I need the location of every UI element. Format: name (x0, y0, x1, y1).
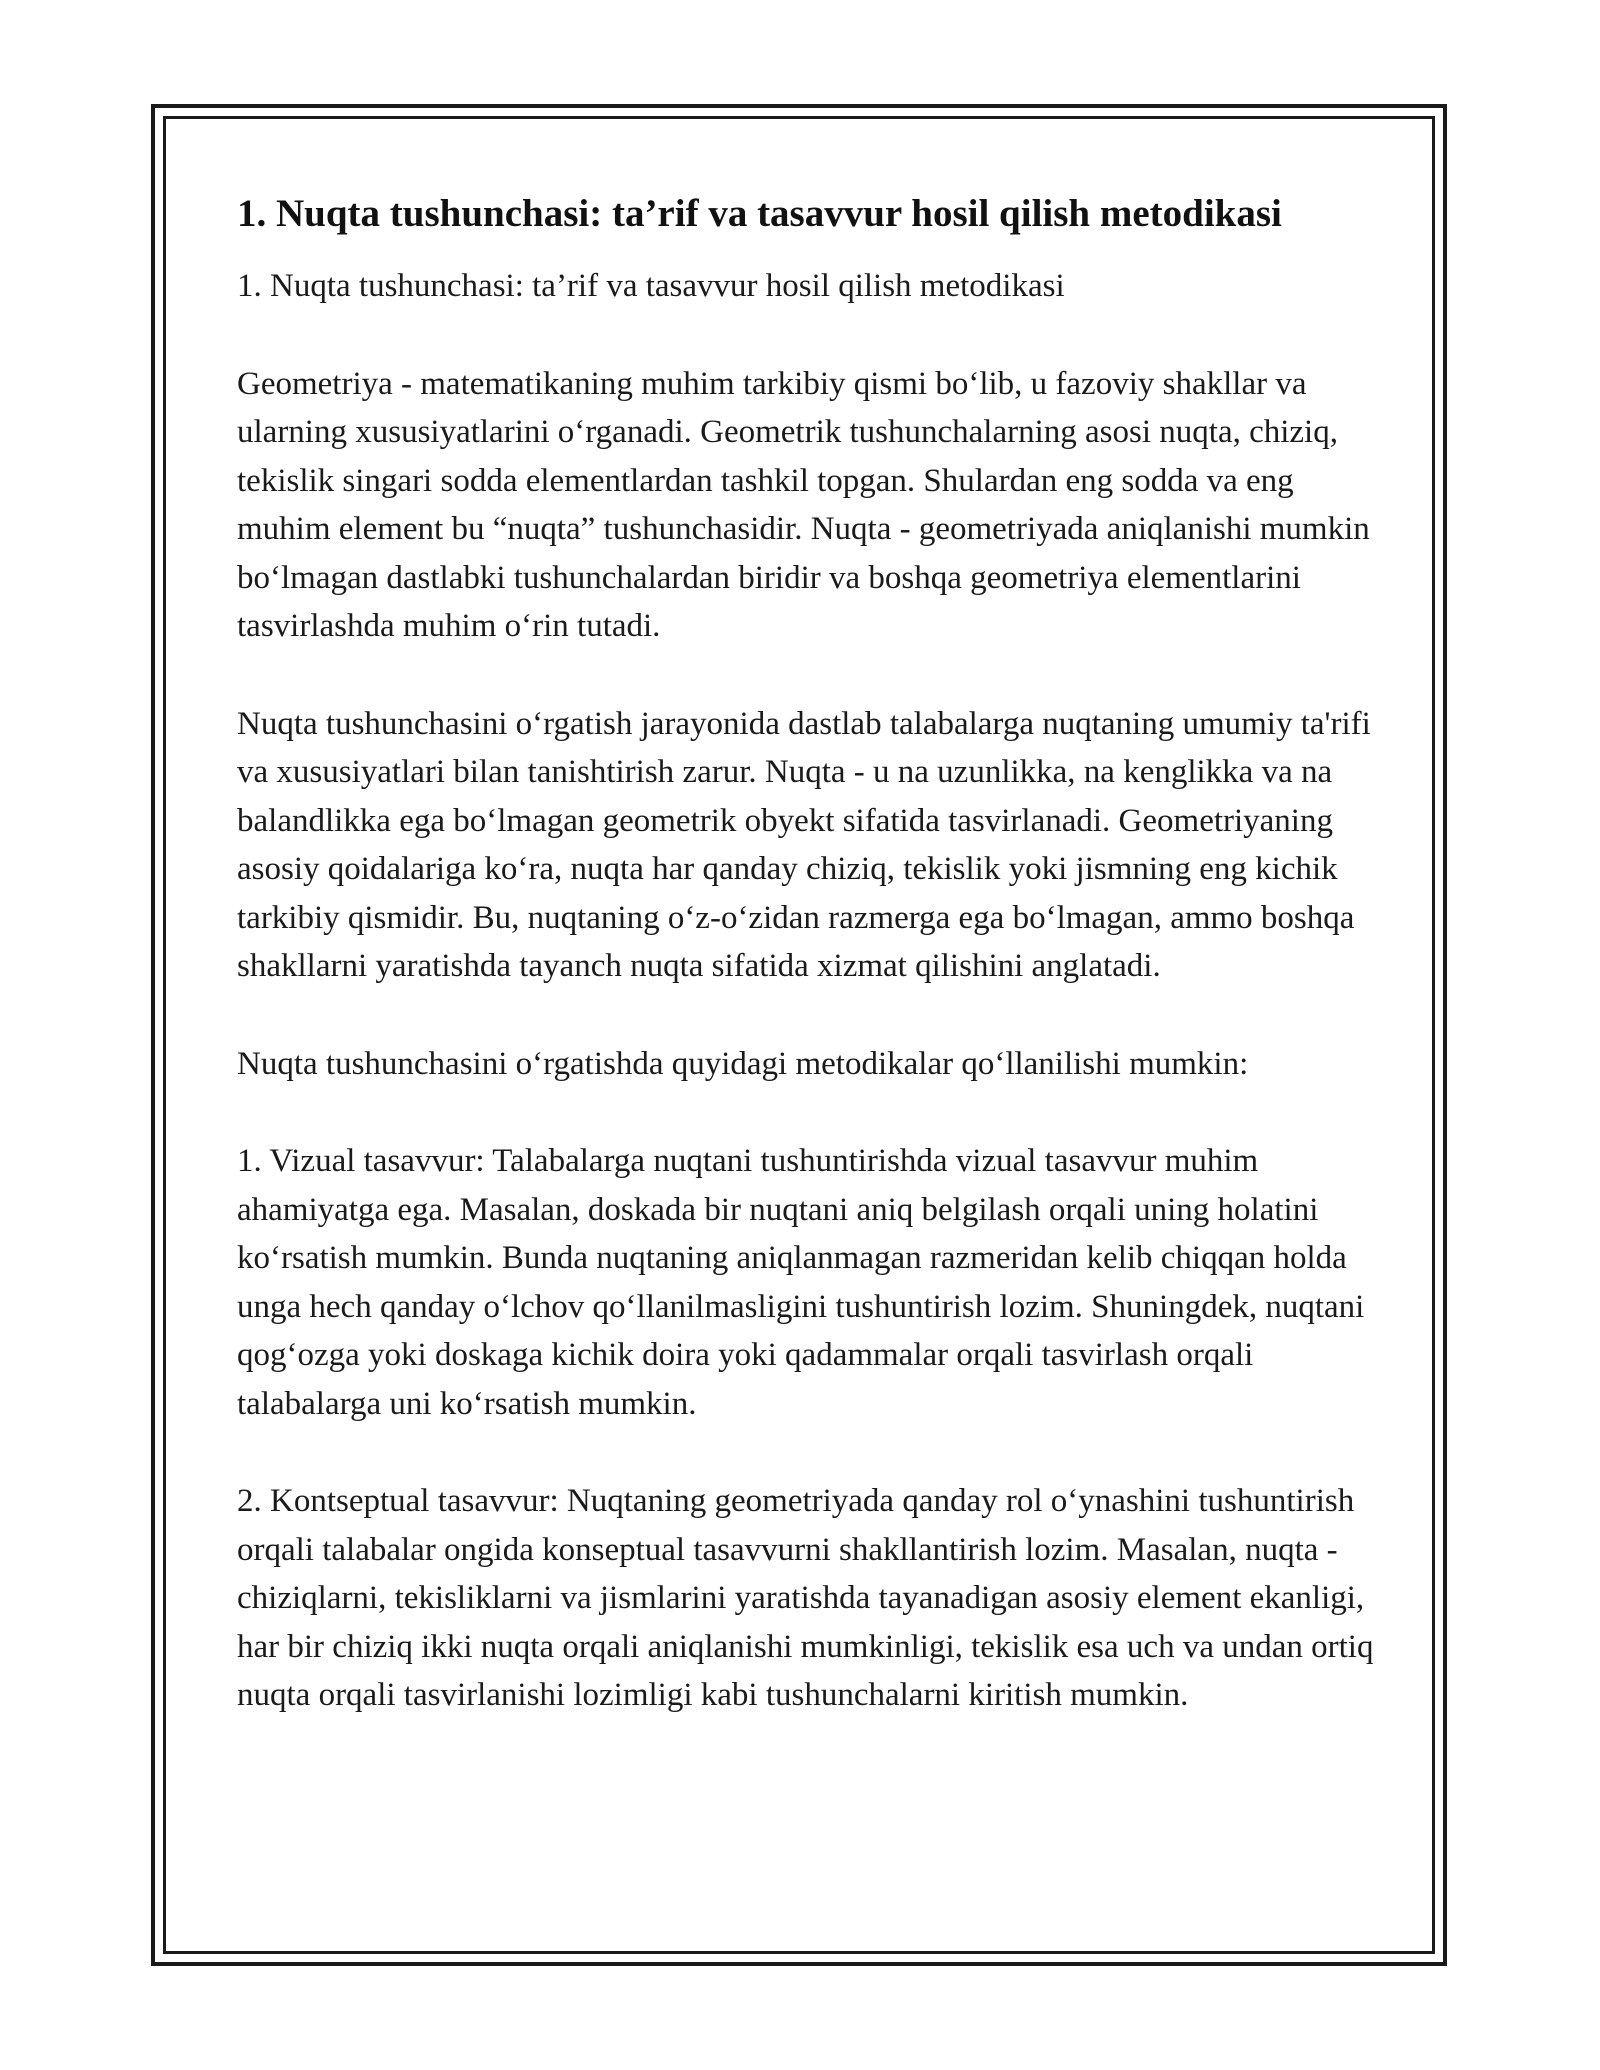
paragraph-conceptual-method: 2. Kontseptual tasavvur: Nuqtaning geometriyada qanday rol o‘ynashini tushuntirish orqali talabalar ongida konseptual tasavvurni shakllantirish lozim. Masalan, nuqta - chiziqlarni, tekisliklarni va jismlarini yaratishda tayanadigan asosiy element ekanligi, har bir chiziq ikki nuqta orqali aniqlanishi mumkinligi, tekislik esa uch va undan ortiq nuqta orqali tasvirlanishi lozimligi kabi tushunchalarni kiritish mumkin. (237, 1483, 1374, 1713)
document-subheading: 1. Nuqta tushunchasi: ta’rif va tasavvur hosil qilish metodikasi (237, 268, 1065, 304)
paragraph-methods-lead: Nuqta tushunchasini o‘rgatishda quyidagi metodikalar qo‘llanilishi mumkin: (237, 1045, 1249, 1082)
paragraph-visual-method: 1. Vizual tasavvur: Talabalarga nuqtani tushuntirishda vizual tasavvur muhim ahamiyatga ega. Masalan, doskada bir nuqtani aniq belgilash orqali uning holatini ko‘rsatish mumkin. Bunda nuqtaning aniqlanmagan razmeridan kelib chiqqan holda unga hech qanday o‘lchov qo‘llanilmasligini tushuntirish lozim. Shuningdek, nuqtani qog‘ozga yoki doskaga kichik doira yoki qadammalar orqali tasvirlash orqali talabalarga uni ko‘rsatish mumkin. (237, 1143, 1365, 1422)
paragraph-definition: Nuqta tushunchasini o‘rgatish jarayonida dastlab talabalarga nuqtaning umumiy ta'rifi va xususiyatlari bilan tanishtirish zarur. Nuqta - u na uzunlikka, na kenglikka va na balandlikka ega bo‘lmagan geometrik obyekt sifatida tasvirlanadi. Geometriyaning asosiy qoidalariga ko‘ra, nuqta har qanday chiziq, tekislik yoki jismning eng kichik tarkibiy qismidir. Bu, nuqtaning o‘z-o‘zidan razmerga ega bo‘lmagan, ammo boshqa shakllarni yaratishda tayanch nuqta sifatida xizmat qilishini anglatadi. (237, 705, 1371, 984)
document-heading: 1. Nuqta tushunchasi: ta’rif va tasavvur hosil qilish metodikasi (237, 192, 1282, 235)
paragraph-intro: Geometriya - matematikaning muhim tarkibiy qismi bo‘lib, u fazoviy shakllar va ularning xususiyatlarini o‘rganadi. Geometrik tushunchalarning asosi nuqta, chiziq, tekislik singari sodda elementlardan tashkil topgan. Shulardan eng sodda va eng muhim element bu “nuqta” tushunchasidir. Nuqta - geometriyada aniqlanishi mumkin bo‘lmagan dastlabki tushunchalardan biridir va boshqa geometriya elementlarini tasvirlashda muhim o‘rin tutadi. (237, 365, 1370, 644)
document-body (237, 188, 1377, 1720)
